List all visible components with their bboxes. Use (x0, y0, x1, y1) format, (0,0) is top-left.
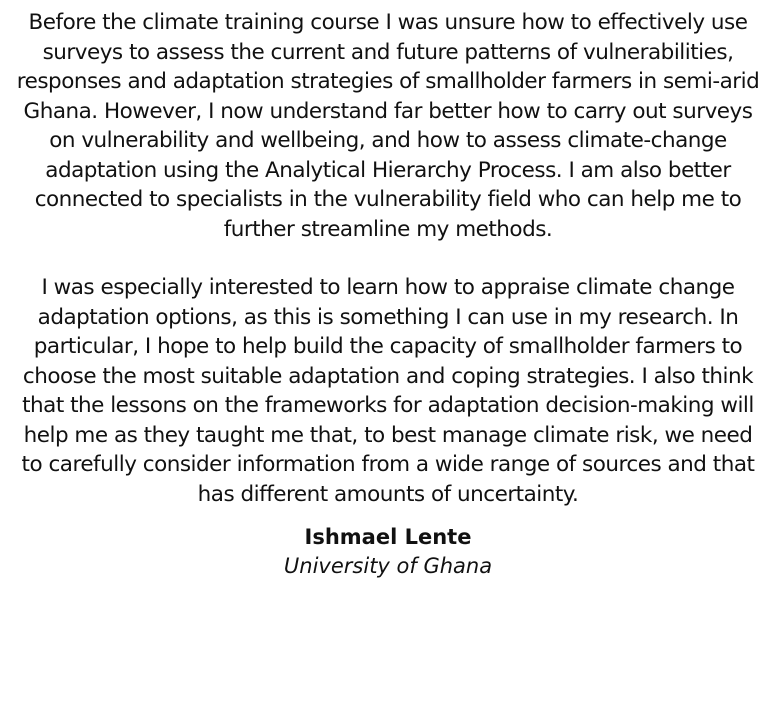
testimonial-paragraph-1: Before the climate training course I was unsure how to effectively use surveys to assess the current and future patterns of vulnerabilities, responses and adaptation strategies of smallholder farmers in semi-arid Ghana. However, I now understand far better how to carry out surveys on vulnerability and wellbeing, and how to assess climate-change adaptation using the Analytical Hierarchy Process. I am also better connected to specialists in the vulnerability field who can help me to further streamline my methods. (16, 10, 760, 242)
author-name: Ishmael Lente (304, 525, 472, 549)
author-affiliation: University of Ghana (283, 554, 493, 578)
testimonial-paragraph-2: I was especially interested to learn how to appraise climate change adaptation options, as this is something I can use in my research. In particular, I hope to help build the capacity of smallholder farmers to choose the most suitable adaptation and coping strategies. I also think that the lessons on the frameworks for adaptation decision-making will help me as they taught me that, to best manage climate risk, we need to carefully consider information from a wide range of sources and that has different amounts of uncertainty. (21, 275, 755, 507)
